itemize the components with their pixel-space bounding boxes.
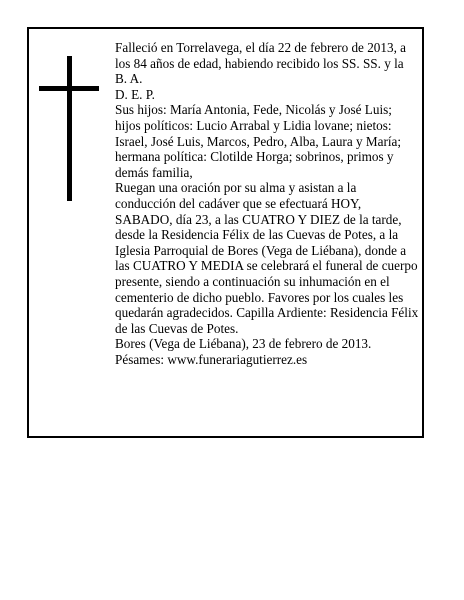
obituary-text (115, 40, 419, 367)
death-announcement: Falleció en Torrelavega, el día 22 de febrero de 2013, a los 84 años de edad, habiendo recibido los SS. SS. y la B. A. (115, 40, 407, 87)
condolences-link[interactable]: Pésames: www.funerariagutierrez.es (115, 351, 308, 367)
cross-horizontal-bar (39, 86, 99, 91)
rip-line: D. E. P. (115, 86, 155, 102)
funeral-details: Ruegan una oración por su alma y asistan a la conducción del cadáver que se efectuará HOY, SABADO, día 23, a las CUATRO Y DIEZ de la tarde, desde la Residencia Félix de las Cuevas de Potes, a la Iglesia Parroquial de Bores (Vega de Liébana), donde a las CUATRO Y MEDIA se celebrará el funeral de cuerpo presente, siendo a continuación su inhumación en el cementerio de dicho pueblo. Favores por los cuales les quedarán agradecidos. Capilla Ardiente: Residencia Félix de las Cuevas de Potes. (115, 180, 419, 336)
cross-vertical-bar (67, 56, 72, 201)
family-list: Sus hijos: María Antonia, Fede, Nicolás y José Luis; hijos políticos: Lucio Arrabal y Lidia lovane; nietos: Israel, José Luis, Marcos, Pedro, Alba, Laura y María; hermana política: Clotilde Horga; sobrinos, primos y demás familia, (115, 102, 402, 180)
cross-icon (39, 56, 99, 201)
obituary-notice (27, 27, 424, 438)
place-date: Bores (Vega de Liébana), 23 de febrero de 2013. (115, 336, 372, 352)
